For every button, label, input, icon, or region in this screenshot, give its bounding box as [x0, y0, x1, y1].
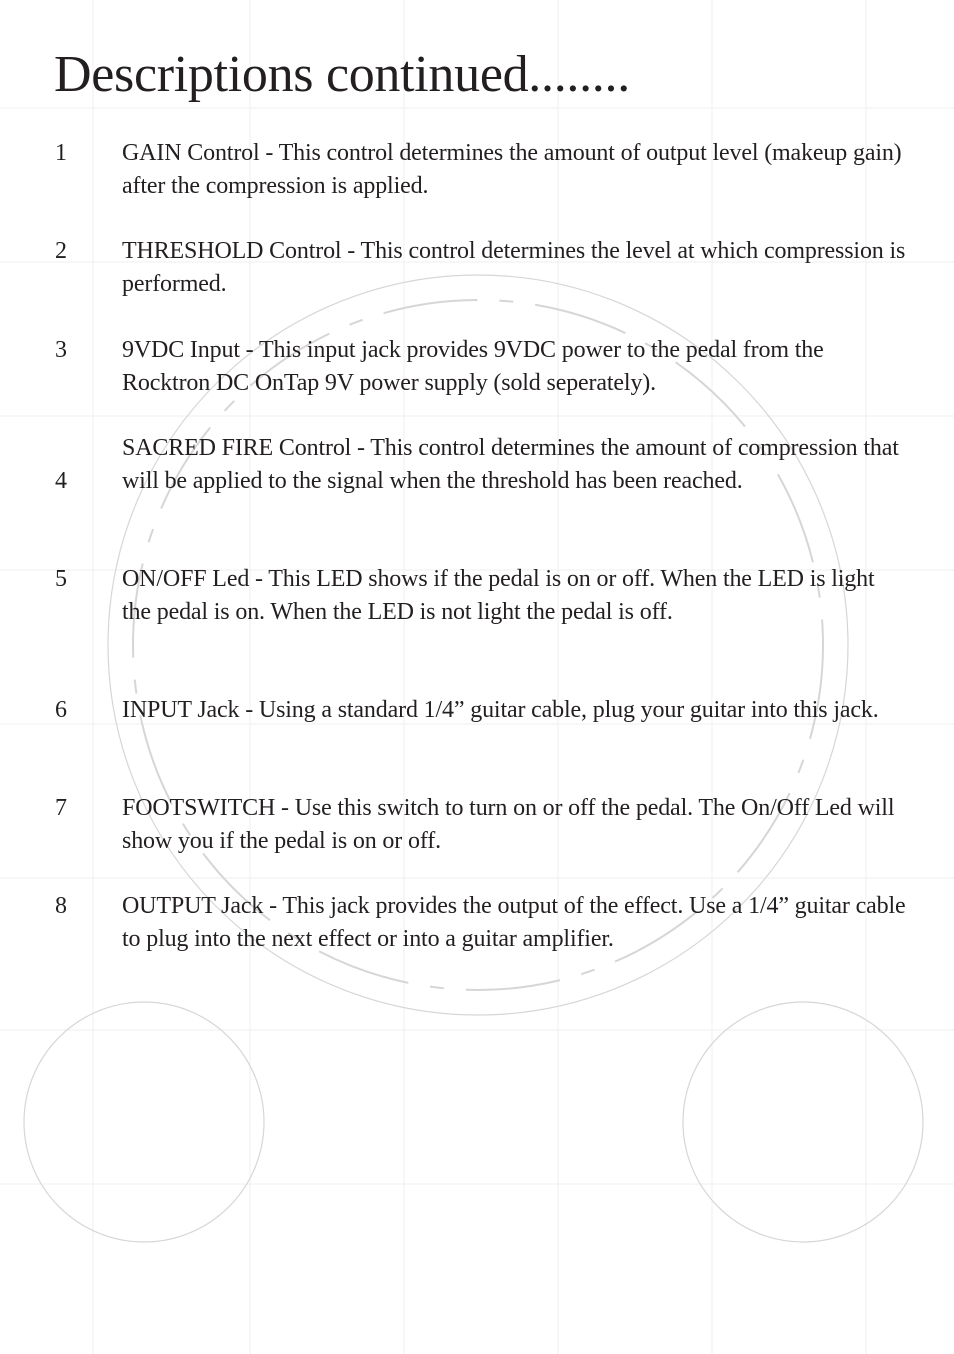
right-jack-outline: [683, 1002, 923, 1242]
description-text: THRESHOLD Control - This control determines the level at which compression is performed.: [122, 238, 906, 297]
page-title: Descriptions continued........: [54, 46, 630, 103]
description-text: INPUT Jack - Using a standard 1/4” guitar cable, plug your guitar into this jack.: [122, 697, 879, 723]
description-number: 7: [55, 795, 67, 821]
description-number: 2: [55, 238, 67, 264]
description-text: ON/OFF Led - This LED shows if the pedal is on or off. When the LED is light the pedal is on. When the LED is not light the pedal is off.: [122, 566, 875, 625]
description-text: GAIN Control - This control determines the amount of output level (makeup gain) after the compression is applied.: [122, 140, 902, 199]
description-text: OUTPUT Jack - This jack provides the output of the effect. Use a 1/4” guitar cable to plug into the next effect or into a guitar amplifier.: [122, 893, 906, 952]
description-number: 6: [55, 697, 67, 723]
description-text: SACRED FIRE Control - This control determines the amount of compression that will be applied to the signal when the threshold has been reached.: [122, 435, 899, 494]
description-number: 5: [55, 566, 67, 592]
description-number: 3: [55, 337, 67, 363]
description-number: 4: [55, 468, 67, 494]
description-number: 8: [55, 893, 67, 919]
description-text: FOOTSWITCH - Use this switch to turn on or off the pedal. The On/Off Led will show you if the pedal is on or off.: [122, 795, 895, 854]
description-text: 9VDC Input - This input jack provides 9VDC power to the pedal from the Rocktron DC OnTap 9V power supply (sold seperately).: [122, 337, 824, 396]
left-jack-outline: [24, 1002, 264, 1242]
description-number: 1: [55, 140, 67, 166]
